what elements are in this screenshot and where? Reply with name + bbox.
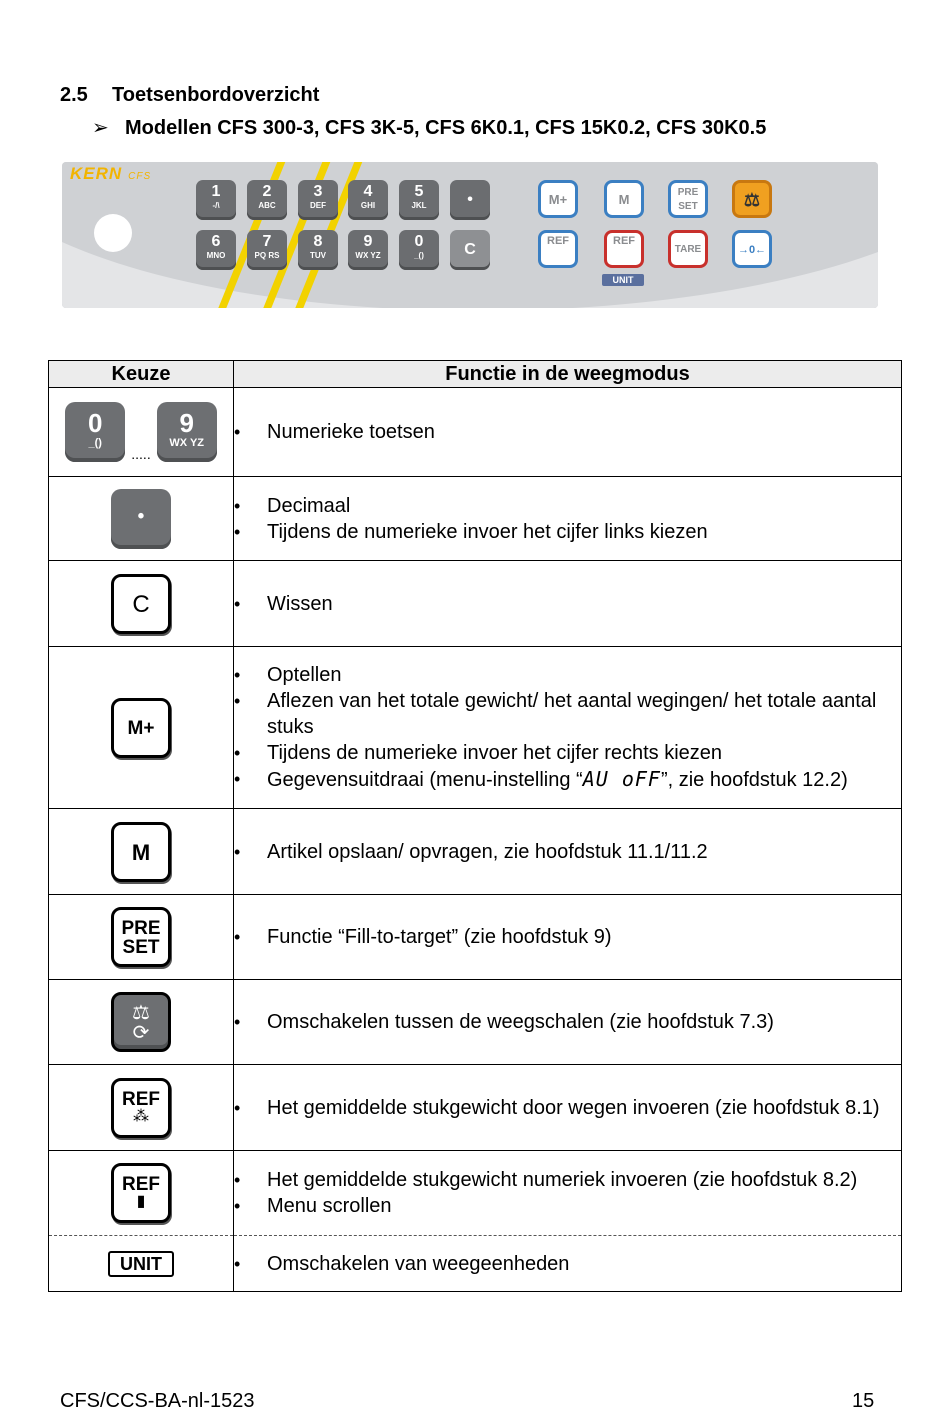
arrow-bullet-icon: ➢ (92, 117, 109, 139)
table-row (49, 647, 902, 809)
key-m: M (604, 180, 644, 218)
footer-page-number: 15 (852, 1390, 875, 1412)
ellipsis: ..... (131, 446, 151, 462)
list-item: • Omschakelen van weegeenheden (234, 1251, 901, 1277)
header-keuze: Keuze (49, 361, 234, 388)
unit-tag: UNIT (602, 274, 644, 286)
list-item: • Gegevensuitdraai (menu-instelling “AU oFF”, zie hoofdstuk 12.2) (234, 766, 901, 793)
key-3: 3 DEF (298, 180, 338, 220)
description-cell (234, 647, 902, 809)
key-ref-pile: REF (538, 230, 578, 268)
key-ref-weight-image: REF ▮ (111, 1163, 171, 1223)
key-scale-switch: ⚖ (732, 180, 772, 218)
description-cell (234, 561, 902, 647)
key-ref-pile-image: REF ⁂ (111, 1078, 171, 1138)
table-row (49, 1236, 902, 1292)
key-cell (49, 809, 234, 895)
list-item: • Wissen (234, 591, 901, 617)
scale-switch-icon: ⚖ ⟳ (111, 992, 171, 1052)
description-cell (234, 477, 902, 561)
table-row (49, 1151, 902, 1236)
key-9: 9 WX YZ (348, 230, 388, 270)
table-row (49, 1065, 902, 1151)
table-row (49, 809, 902, 895)
list-item: • Omschakelen tussen de weegschalen (zie hoofdstuk 7.3) (234, 1009, 901, 1035)
key-decimal: • (450, 180, 490, 220)
key-clear: C (450, 230, 490, 270)
table-row (49, 477, 902, 561)
function-table (48, 360, 902, 1292)
description-cell (234, 809, 902, 895)
pile-icon: ⁂ (133, 1107, 149, 1125)
key-clear-image: C (111, 574, 171, 634)
key-m-image: M (111, 822, 171, 882)
section-number: 2.5 (60, 84, 88, 106)
section-title: Toetsenbordoverzicht (112, 84, 320, 106)
models-text: Modellen CFS 300-3, CFS 3K-5, CFS 6K0.1, CFS 15K0.2, CFS 30K0.5 (125, 117, 767, 139)
key-preset: PRE SET (668, 180, 708, 218)
key-cell (49, 388, 234, 477)
models-line (92, 115, 766, 140)
list-item: • Menu scrollen (234, 1193, 901, 1219)
description-cell (234, 980, 902, 1065)
key-zero: →0← (732, 230, 772, 268)
list-item: • Optellen (234, 662, 901, 688)
description-cell (234, 1236, 902, 1292)
description-cell (234, 1065, 902, 1151)
footer-doc-id: CFS/CCS-BA-nl-1523 (60, 1390, 255, 1412)
key-0-image: 0 _() (65, 402, 125, 462)
key-cell (49, 1236, 234, 1292)
list-item: • Het gemiddelde stukgewicht numeriek invoeren (zie hoofdstuk 8.2) (234, 1167, 901, 1193)
key-6: 6 MNO (196, 230, 236, 270)
table-row (49, 388, 902, 477)
description-cell (234, 1151, 902, 1236)
table-row (49, 980, 902, 1065)
table-row (49, 895, 902, 980)
kern-logo: KERN CFS (70, 164, 152, 183)
list-item: • Aflezen van het totale gewicht/ het aantal wegingen/ het totale aantal stuks (234, 688, 901, 740)
key-cell (49, 895, 234, 980)
table-header-row (49, 361, 902, 388)
key-decimal-image: • (111, 489, 171, 549)
section-heading (60, 84, 319, 107)
key-cell (49, 1065, 234, 1151)
unit-key-image: UNIT (108, 1251, 174, 1277)
list-item: • Decimaal (234, 493, 901, 519)
key-ref-weight: REF (604, 230, 644, 268)
header-functie: Functie in de weegmodus (234, 361, 902, 388)
key-cell (49, 561, 234, 647)
segment-display-text: AU oFF (582, 767, 661, 791)
description-cell (234, 895, 902, 980)
key-4: 4 GHI (348, 180, 388, 220)
key-7: 7 PQ RS (247, 230, 287, 270)
table-row (49, 561, 902, 647)
key-m-plus: M+ (538, 180, 578, 218)
key-cell (49, 980, 234, 1065)
key-cell (49, 477, 234, 561)
list-item: • Artikel opslaan/ opvragen, zie hoofdstuk 11.1/11.2 (234, 839, 901, 865)
key-0: 0 _() (399, 230, 439, 270)
key-tare: TARE (668, 230, 708, 268)
key-8: 8 TUV (298, 230, 338, 270)
panel-hole (94, 214, 132, 252)
list-item: • Functie “Fill-to-target” (zie hoofdstuk 9) (234, 924, 901, 950)
key-1: 1 -/\ (196, 180, 236, 220)
keypad-image (62, 162, 878, 308)
list-item: • Tijdens de numerieke invoer het cijfer links kiezen (234, 519, 901, 545)
key-cell (49, 647, 234, 809)
list-item: • Het gemiddelde stukgewicht door wegen invoeren (zie hoofdstuk 8.1) (234, 1095, 901, 1121)
weight-icon: ▮ (136, 1193, 146, 1210)
list-item: • Numerieke toetsen (234, 419, 901, 445)
key-5: 5 JKL (399, 180, 439, 220)
key-m-plus-image: M+ (111, 698, 171, 758)
list-item: • Tijdens de numerieke invoer het cijfer rechts kiezen (234, 740, 901, 766)
key-9-image: 9 WX YZ (157, 402, 217, 462)
key-2: 2 ABC (247, 180, 287, 220)
description-cell (234, 388, 902, 477)
key-preset-image: PRE SET (111, 907, 171, 967)
key-cell (49, 1151, 234, 1236)
